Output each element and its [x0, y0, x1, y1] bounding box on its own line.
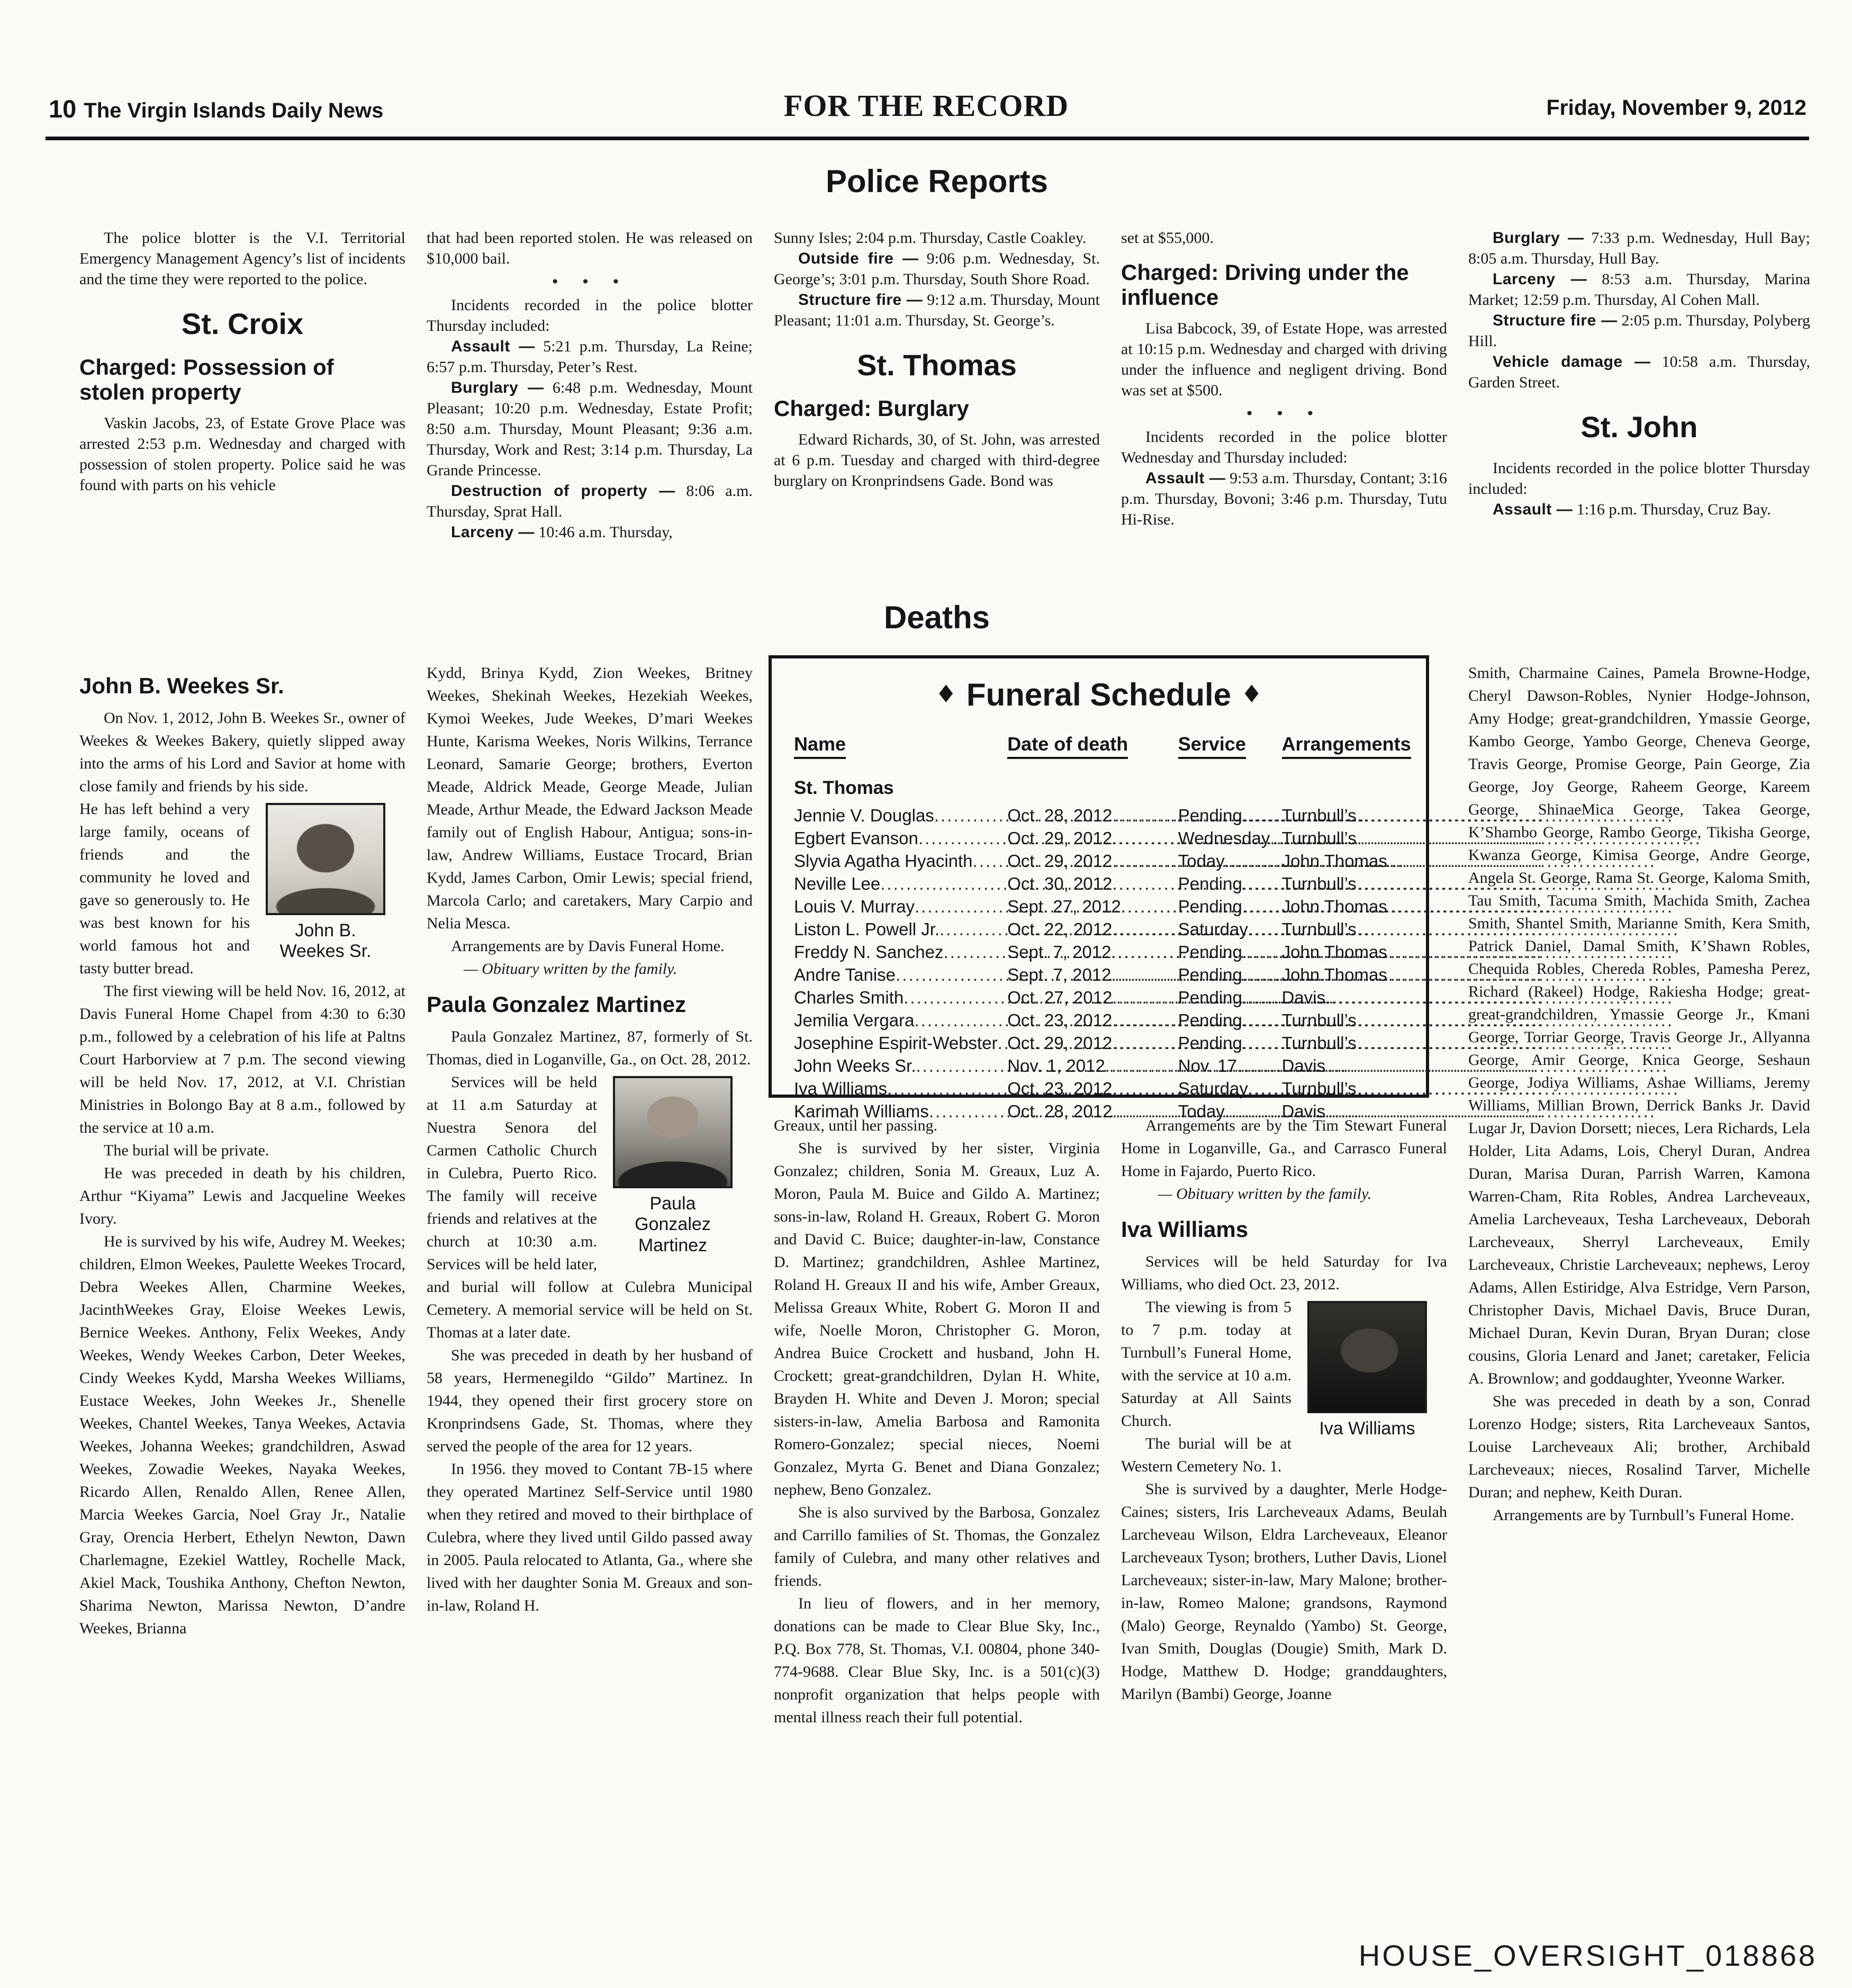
fs-value: Today	[1178, 851, 1225, 871]
fs-row	[794, 1032, 1404, 1054]
fs-section-label: St. Thomas	[794, 778, 894, 798]
page-title: FOR THE RECORD	[783, 88, 1069, 123]
fs-header-label: Arrangements	[1282, 733, 1411, 759]
fs-value: Davis	[1281, 988, 1326, 1007]
island-heading: St. Croix	[181, 307, 304, 340]
paragraph: Services will be held at 11 a.m Saturday at Nuestra Senora del Carmen Catholic Church in Culebra, Puerto Rico. The family will receive friends and relatives at the church at 10:30 a.m. Services will be held later, and burial will follow at Culebra Municipal Cemetery. A memorial service will be held on St. Thomas at a later date.	[427, 1073, 753, 1342]
fs-cell	[1007, 895, 1178, 918]
item-label: Structure fire —	[1493, 312, 1618, 329]
police-col-2	[427, 228, 753, 604]
paragraph: Kydd, Brinya Kydd, Zion Weekes, Britney Weekes, Shekinah Weekes, Hezekiah Weekes, Kymoi Weekes, Jude Weekes, D’mari Weekes Hunte, Karisma Weekes, Noris Wilkins, Terrance Leonard, Samarie George; brothers, Everton Meade, Aldrick Meade, George Meade, Julian Meade, Arthur Meade, the Edward Jackson Meade family out of English Habour, Antigua; sons-in-law, Andrew Williams, Eustace Trocard, Brian Kydd, James Carbon, Omir Lewis; special friend, Marcola Carlo; and caretakers, Mary Carpio and Nelia Mesca.	[427, 664, 753, 932]
fs-value: Oct. 29, 2012	[1007, 1033, 1113, 1053]
fs-value: Sept. 7, 2012	[1007, 965, 1112, 984]
paragraph: Greaux, until her passing.	[774, 1117, 938, 1134]
fs-row	[794, 872, 1404, 895]
fs-row	[794, 827, 1404, 850]
paragraph: set at $55,000.	[1121, 229, 1214, 247]
item-text: 5:21 p.m. Thursday, La Reine; 6:57 p.m. Thursday, Peter’s Rest.	[427, 338, 753, 376]
fs-value: Davis	[1281, 1101, 1326, 1121]
paragraph: Paula Gonzalez Martinez, 87, formerly of St. Thomas, died in Loganville, Ga., on Oct. 28, 2012.	[427, 1028, 753, 1069]
fs-value: Nov. 17	[1178, 1056, 1237, 1076]
police-col-4	[1121, 228, 1447, 604]
fs-header-cell	[1281, 733, 1411, 755]
fs-value: Josephine Espirit-Webster	[794, 1033, 998, 1053]
paragraph: — Obituary written by the family.	[464, 960, 677, 978]
portrait-image	[1307, 1301, 1427, 1413]
fs-cell	[1178, 1009, 1282, 1032]
paragraph	[774, 248, 1100, 290]
fs-cell	[794, 1009, 1007, 1032]
fs-value: Karimah Williams	[794, 1101, 929, 1121]
item-text: 10:58 a.m. Thursday, Garden Street.	[1468, 353, 1810, 391]
fs-cell	[1007, 872, 1178, 895]
paragraph	[427, 522, 753, 543]
page-date: Friday, November 9, 2012	[1546, 95, 1806, 120]
item-label: Destruction of property —	[451, 482, 675, 500]
item-text: 1:16 p.m. Thursday, Cruz Bay.	[1576, 500, 1771, 518]
paragraph: On Nov. 1, 2012, John B. Weekes Sr., owner of Weekes & Weekes Bakery, quietly slipped away into the arms of his Lord and Savior at home with close family and friends by his side.	[79, 709, 405, 796]
article-heading: Paula Gonzalez Martinez	[427, 992, 686, 1017]
fs-header-label: Name	[794, 733, 846, 759]
fs-cell	[1282, 918, 1404, 941]
fs-cell	[1178, 1032, 1282, 1054]
paragraph: He is survived by his wife, Audrey M. Weekes; children, Elmon Weekes, Paulette Weekes Trocard, Debra Weekes Allen, Charmine Weekes, JacinthWeekes Gray, Eloise Weekes Lewis, Bernice Weekes. Anthony, Felix Weekes, Andy Weekes, Wendy Weekes Carbon, Deter Weekes, Cindy Weekes Kydd, Marsha Weekes Williams, Eustace Weekes, John Weekes Jr., Shenelle Weekes, Chantel Weekes, Tanya Weekes, Actavia Weekes, Johanna Weekes; grandchildren, Aswad Weekes, Zowadie Weekes, Nayaka Weekes, Ricardo Allen, Renaldo Allen, Renee Allen, Marcia Weekes Garcia, Noel Gray Jr., Natalie Gray, Orencia Herbert, Ethelyn Newton, Dawn Charlemagne, Ezekiel Wattley, Rochelle Mack, Akiel Mack, Toushika Anthony, Chefton Newton, Sharima Newton, Marissa Newton, D’andre Weekes, Brianna	[79, 1233, 405, 1638]
fs-cell	[794, 986, 1007, 1009]
paragraph: The burial will be private.	[104, 1142, 269, 1160]
fs-value: Oct. 29, 2012	[1007, 828, 1113, 848]
separator-dots-icon: • • •	[1245, 405, 1323, 423]
paragraph: The first viewing will be held Nov. 16, 2012, at Davis Funeral Home Chapel from 4:30 to 6:30 p.m., followed by a celebration of his life at Paltns Court Harborview at 7 p.m. The second viewing will be held Nov. 17, 2012, at V.I. Christian Ministries in Bolongo Bay at 8 a.m., followed by the service at 10 a.m.	[79, 982, 405, 1137]
fs-value: Oct. 28, 2012	[1007, 1101, 1113, 1121]
fs-cell	[1282, 1054, 1404, 1077]
item-text: 8:53 a.m. Thursday, Marina Market; 12:59 p.m. Thursday, Al Cohen Mall.	[1468, 270, 1811, 309]
fs-cell	[1282, 895, 1404, 918]
fs-value: Wednesday	[1178, 828, 1270, 848]
fs-value: Saturday	[1178, 919, 1248, 939]
funeral-schedule	[769, 655, 1429, 1121]
fs-value: Liston L. Powell Jr.	[794, 919, 940, 939]
masthead-left	[49, 94, 383, 123]
fs-cell	[1282, 872, 1404, 895]
fs-value: Pending	[1178, 988, 1242, 1007]
fs-cell	[794, 941, 1007, 963]
fs-cell	[1007, 941, 1178, 963]
fs-value: Sept. 7, 2012	[1007, 942, 1112, 962]
police-col-3	[774, 228, 1100, 604]
fs-value: Nov. 1, 2012	[1007, 1056, 1105, 1076]
fs-cell	[1282, 1032, 1404, 1054]
funeral-schedule-title	[794, 676, 1404, 713]
fs-value: Turnbull’s	[1281, 828, 1357, 848]
paragraph: that had been reported stolen. He was released on $10,000 bail.	[427, 229, 753, 267]
page-number: 10	[49, 95, 77, 123]
paragraph: Incidents recorded in the police blotter Thursday included:	[1468, 459, 1810, 498]
paragraph: Lisa Babcock, 39, of Estate Hope, was arrested at 10:15 p.m. Wednesday and charged with driving under the influence and negligent driving. Bond was set at $500.	[1121, 320, 1447, 400]
fs-cell	[794, 827, 1007, 850]
fs-cell	[1178, 918, 1282, 941]
fs-cell	[794, 850, 1007, 872]
fs-cell	[1282, 850, 1404, 872]
paragraph	[1468, 269, 1810, 310]
paragraph	[1468, 228, 1810, 269]
paragraph	[427, 336, 753, 377]
paragraph: She was preceded in death by her husband of 58 years, Hermenegildo “Gildo” Martinez. In 1944, they opened their first grocery store on Kronprindsens Gade, St. Thomas, where they served the people of the area for 12 years.	[427, 1347, 753, 1456]
fs-value: Oct. 22, 2012	[1007, 919, 1113, 939]
fs-cell	[1178, 895, 1282, 918]
fs-cell	[1282, 963, 1404, 986]
item-text: 9:12 a.m. Thursday, Mount Pleasant; 11:01 a.m. Thursday, St. George’s.	[774, 291, 1100, 329]
paragraph: In lieu of flowers, and in her memory, donations can be made to Clear Blue Sky, Inc., P.Q. Box 778, St. Thomas, V.I. 00804, phone 340-774-9688. Clear Blue Sky, Inc. is a 501(c)(3) nonprofit organization that helps people with mental illness reach their full potential.	[774, 1595, 1100, 1726]
fs-cell	[1178, 1077, 1282, 1100]
obituary-photo	[266, 803, 385, 962]
paragraph: Edward Richards, 30, of St. John, was arrested at 6 p.m. Tuesday and charged with third-degree burglary on Kronprindsens Gade. Bond was	[774, 430, 1100, 490]
fs-cell	[794, 1077, 1007, 1100]
fs-headers	[794, 733, 1411, 755]
item-text: 8:06 a.m. Thursday, Sprat Hall.	[427, 482, 753, 520]
diamond-icon: ♦	[935, 680, 957, 708]
fs-value: John Thomas	[1281, 965, 1387, 984]
deaths-col-4	[1121, 1114, 1447, 1969]
paragraph	[1468, 499, 1810, 520]
deaths-col-5	[1468, 662, 1810, 1969]
item-label: Vehicle damage —	[1493, 353, 1651, 371]
fs-rows	[794, 804, 1404, 1123]
photo-caption: John B. Weekes Sr.	[279, 920, 372, 962]
fs-value: Charles Smith	[794, 988, 904, 1007]
fs-value: Louis V. Murray	[794, 897, 915, 916]
island-heading: St. Thomas	[857, 348, 1017, 382]
paragraph: He has left behind a very large family, oceans of friends and the community he loved and gave so generously to. He was best known for his world famous hot and tasty butter bread.	[79, 800, 250, 978]
paragraph: The viewing is from 5 to 7 p.m. today at Turnbull’s Funeral Home, with the service at 10 a.m. Saturday at All Saints Church.	[1121, 1298, 1291, 1430]
paragraph	[774, 290, 1100, 331]
paragraph: Sunny Isles; 2:04 p.m. Thursday, Castle Coakley.	[774, 229, 1087, 247]
deaths-col-1	[79, 662, 405, 1969]
fs-header-label: Date of death	[1007, 733, 1128, 759]
fs-cell	[794, 918, 1007, 941]
fs-cell	[794, 872, 1007, 895]
paragraph: Smith, Charmaine Caines, Pamela Browne-Hodge, Cheryl Dawson-Robles, Nynier Hodge-Johnson, Amy Hodge; great-grandchildren, Ymassie George, Kambo George, Yambo George, Cheneva George, Travis George, Promise George, Pain George, Zia George, Joy George, Raheem George, Kareem George, ShinaeMica George, Takea George, K’Shambo George, Rambo George, Tikisha George, Kwanza George, Kimisa George, Andre George, Angela St. George, Rama St. George, Kaloma Smith, Tau Smith, Tacuma Smith, Machida Smith, Zachea Smith, Shantel Smith, Marianne Smith, Kera Smith, Patrick Daniel, Damal Smith, K’Shawn Robles, Chequida Robles, Chereda Robles, Pamesha Perez, Richard (Rakeel) Hodge, Rakiesha Hodge; great-great-grandchildren, Ymassie George Jr., Kmani George, Torriar George, Travis George Jr., Allyanna George, Amir George, Knica George, Seshaun George, Jodiya Williams, Ashae Williams, Jeremy Williams, Millian Brown, Derrick Banks Jr. David Lugar Jr, Davion Dorsett; nieces, Lera Richards, Lela Holder, Lita Adams, Lois, Cheryl Duran, Andrea Duran, Marisa Duran, Parrish Warren, Kamona Warren-Cham, Rita Robles, Andrea Larcheveaux, Amelia Larcheveaux, Tesha Larcheveaux, Deborah Larcheveaux, Sherryl Larcheveaux, Emily Larcheveaux, Christie Larcheveaux; nephews, Leroy Adams, Allen Estiridge, Alva Estridge, Vern Parson, Christopher Davis, Michael Davis, Bruce Duran, Michael Duran, Kevin Duran, Bryan Duran; close cousins, Gloria Lenard and Janet; caretaker, Felicia A. Brownlow; and goddaughter, Yveonne Warker.	[1468, 664, 1810, 1387]
fs-value: Pending	[1178, 1010, 1242, 1030]
item-text: 10:46 a.m. Thursday,	[538, 523, 673, 541]
paragraph: Vaskin Jacobs, 23, of Estate Grove Place was arrested 2:53 p.m. Wednesday and charged with possession of stolen property. Police said he was found with parts on his vehicle	[79, 414, 405, 494]
item-text: 7:33 p.m. Wednesday, Hull Bay; 8:05 a.m. Thursday, Hull Bay.	[1468, 229, 1810, 267]
fs-value: Turnbull’s	[1281, 1010, 1357, 1030]
paragraph: She was preceded in death by a son, Conrad Lorenzo Hodge; sisters, Rita Larcheveaux Santos, Louise Larcheveaux Ali; brother, Archibald Larcheveaux; nieces, Rosalind Tarver, Michelle Duran; and nephew, Keith Duran.	[1468, 1393, 1810, 1501]
fs-value: Andre Tanise	[794, 965, 896, 984]
item-label: Larceny —	[451, 523, 535, 541]
fs-row	[794, 1009, 1404, 1032]
fs-cell	[1007, 1054, 1178, 1077]
fs-row	[794, 850, 1404, 872]
fs-cell	[794, 1054, 1007, 1077]
fs-row	[794, 941, 1404, 963]
paragraph: Incidents recorded in the police blotter Thursday included:	[427, 296, 753, 335]
fs-cell	[1007, 1009, 1178, 1032]
paragraph	[1468, 310, 1810, 351]
fs-cell	[1007, 986, 1178, 1009]
fs-value: Turnbull’s	[1281, 806, 1357, 825]
fs-value: Today	[1178, 1101, 1225, 1121]
deaths-col-3	[774, 1114, 1100, 1969]
fs-cell	[794, 963, 1007, 986]
fs-row	[794, 895, 1404, 918]
fs-value: Turnbull’s	[1281, 1033, 1357, 1053]
item-text: 9:53 a.m. Thursday, Contant; 3:16 p.m. Thursday, Bovoni; 3:46 p.m. Thursday, Tutu Hi-Rise.	[1121, 469, 1447, 529]
fs-cell	[1178, 827, 1282, 850]
fs-value: John Thomas	[1281, 942, 1387, 962]
item-label: Assault —	[1145, 469, 1226, 487]
fs-cell	[1007, 804, 1178, 827]
paragraph: In 1956. they moved to Contant 7B-15 where they operated Martinez Self-Service until 1980 when they retired and moved to their birthplace of Culebra, where they lived until Gildo passed away in 2005. Paula relocated to Atlanta, Ga., where she lived with her daughter Sonia M. Greaux and son-in-law, Roland H.	[427, 1460, 753, 1615]
paragraph	[1121, 468, 1447, 530]
paragraph: Arrangements are by the Tim Stewart Funeral Home in Loganville, Ga., and Carrasco Funeral Home in Fajardo, Puerto Rico.	[1121, 1117, 1447, 1180]
fs-value: Turnbull’s	[1281, 874, 1357, 893]
fs-value: Saturday	[1178, 1079, 1248, 1098]
fs-value: Pending	[1178, 942, 1242, 962]
police-col-1	[79, 228, 405, 604]
fs-value: Sept. 27, 2012	[1007, 897, 1121, 916]
paragraph: — Obituary written by the family.	[1158, 1185, 1372, 1203]
fs-title-text: Funeral Schedule	[966, 677, 1232, 712]
fs-cell	[1178, 850, 1282, 872]
portrait-image	[266, 803, 385, 915]
article-heading: Iva Williams	[1121, 1217, 1249, 1242]
article-heading: Charged: Driving under the influence	[1121, 260, 1409, 310]
fs-cell	[1007, 1077, 1178, 1100]
paragraph: He was preceded in death by his children, Arthur “Kiyama” Lewis and Jacqueline Weekes Ivory.	[79, 1164, 405, 1228]
fs-value: Oct. 29, 2012	[1007, 851, 1113, 871]
fs-cell	[1007, 827, 1178, 850]
fs-cell	[794, 1032, 1007, 1054]
fs-cell	[1282, 827, 1404, 850]
fs-value: Egbert Evanson	[794, 828, 918, 848]
item-label: Structure fire —	[798, 291, 923, 309]
fs-value: Oct. 27, 2012	[1007, 988, 1113, 1007]
fs-row	[794, 986, 1404, 1009]
fs-value: Pending	[1178, 1033, 1242, 1053]
fs-value: John Thomas	[1281, 851, 1387, 871]
photo-caption: Iva Williams	[1319, 1418, 1415, 1439]
police-col-5	[1468, 228, 1810, 604]
fs-header-label: Service	[1178, 733, 1246, 759]
fs-value: Slyvia Agatha Hyacinth	[794, 851, 973, 871]
item-text: 9:06 p.m. Wednesday, St. George’s; 3:01 p.m. Thursday, South Shore Road.	[774, 250, 1100, 288]
fs-cell	[1007, 1032, 1178, 1054]
fs-row	[794, 804, 1404, 827]
fs-cell	[1178, 986, 1282, 1009]
paragraph: She is also survived by the Barbosa, Gonzalez and Carrillo families of St. Thomas, the Gonzalez family of Culebra, and many other relatives and friends.	[774, 1504, 1100, 1589]
fs-value: Turnbull’s	[1281, 1079, 1357, 1098]
item-text: 2:05 p.m. Thursday, Polyberg Hill.	[1468, 312, 1811, 350]
fs-row	[794, 1077, 1404, 1100]
document-id: HOUSE_OVERSIGHT_018868	[1358, 1939, 1817, 1972]
paragraph: She is survived by a daughter, Merle Hodge-Caines; sisters, Iris Larcheveaux Adams, Beulah Larcheveau Wilson, Eldra Larcheveaux, Eleanor Larcheveaux Tyson; brothers, Luther Davis, Lionel Larcheveaux; sister-in-law, Mary Malone; brother-in-law, Romeo Malone; grandsons, Raymond (Malo) George, Reynaldo (Yambo) St. George, Ivan Smith, Douglas (Dougie) Smith, Mark D. Hodge, Matthew D. Hodge; granddaughters, Marilyn (Bambi) George, Joanne	[1121, 1480, 1447, 1703]
paragraph	[427, 481, 753, 522]
fs-cell	[1282, 804, 1404, 827]
diamond-icon: ♦	[1241, 680, 1263, 708]
fs-value: John Weeks Sr.	[794, 1056, 916, 1076]
fs-cell	[794, 804, 1007, 827]
paragraph	[1468, 351, 1810, 393]
fs-cell	[1007, 918, 1178, 941]
photo-caption: Paula Gonzalez Martinez	[635, 1194, 711, 1255]
fs-value: Oct. 23, 2012	[1007, 1010, 1113, 1030]
fs-cell	[794, 895, 1007, 918]
fs-row	[794, 1054, 1404, 1077]
fs-cell	[1282, 986, 1404, 1009]
item-label: Burglary —	[451, 379, 544, 396]
fs-value: Oct. 30, 2012	[1007, 874, 1113, 893]
fs-value: Pending	[1178, 965, 1242, 984]
fs-row	[794, 918, 1404, 941]
paragraph: Arrangements are by Davis Funeral Home.	[451, 937, 725, 955]
paragraph: Arrangements are by Turnbull’s Funeral Home.	[1493, 1506, 1794, 1524]
article-heading: Charged: Burglary	[774, 395, 969, 421]
island-heading: St. John	[1580, 410, 1698, 444]
article-heading: John B. Weekes Sr.	[79, 673, 284, 698]
fs-value: Jemilia Vergara	[794, 1010, 915, 1030]
paragraph: The police blotter is the V.I. Territorial Emergency Management Agency’s list of incidents and the time they were reported to the police.	[79, 229, 405, 288]
item-label: Assault —	[1493, 500, 1573, 518]
fs-cell	[1007, 963, 1178, 986]
fs-cell	[1282, 1009, 1404, 1032]
fs-value: Oct. 28, 2012	[1007, 806, 1113, 825]
article-heading: Charged: Possession of stolen property	[79, 354, 334, 404]
fs-cell	[1178, 1054, 1282, 1077]
paragraph: She is survived by her sister, Virginia Gonzalez; children, Sonia M. Greaux, Luz A. Moron, Paula M. Buice and Gildo A. Martinez; sons-in-law, Roland H. Greaux, Robert G. Moron and David C. Buice; daughter-in-law, Constance D. Martinez; grandchildren, Ashlee Martinez, Roland H. Greaux II and his wife, Amber Greaux, Melissa Greaux White, Robert G. Moron II and wife, Noelle Moron, Christopher G. Moron, Andrea Buice Crockett and husband, John H. Crockett; great-grandchildren, Dylan H. White, Brayden H. White and Deven J. Moron; special sisters-in-law, Amelia Barbosa and Ramonita Romero-Gonzalez; special nieces, Noemi Gonzalez, Myrta G. Benet and Diana Gonzalez; nephew, Beno Gonzalez.	[774, 1140, 1100, 1498]
fs-value: Freddy N. Sanchez	[794, 942, 944, 962]
fs-header-cell	[1178, 733, 1282, 755]
item-text: 6:48 p.m. Wednesday, Mount Pleasant; 10:20 p.m. Wednesday, Estate Profit; 8:50 a.m. Thursday, Mount Pleasant; 9:36 a.m. Thursday, Work and Rest; 3:14 p.m. Thursday, La Grande Princesse.	[427, 379, 753, 479]
fs-header-cell	[794, 733, 1007, 755]
fs-value: Turnbull’s	[1281, 919, 1357, 939]
fs-value: John Thomas	[1281, 897, 1387, 916]
paragraph: Services will be held Saturday for Iva Williams, who died Oct. 23, 2012.	[1121, 1253, 1447, 1294]
separator-dots-icon: • • •	[550, 273, 629, 291]
header-rule	[46, 137, 1809, 140]
fs-value: Jennie V. Douglas	[794, 806, 934, 825]
fs-value: Pending	[1178, 806, 1242, 825]
paragraph: Incidents recorded in the police blotter Wednesday and Thursday included:	[1121, 428, 1447, 467]
fs-value: Davis	[1281, 1056, 1326, 1076]
fs-value: Pending	[1178, 874, 1242, 893]
paragraph: The burial will be at Western Cemetery No. 1.	[1121, 1435, 1291, 1476]
police-reports-title: Police Reports	[825, 164, 1049, 199]
fs-cell	[1282, 1077, 1404, 1100]
obituary-photo	[613, 1076, 733, 1256]
fs-cell	[1178, 963, 1282, 986]
deaths-title: Deaths	[883, 600, 990, 635]
fs-value: Oct. 23, 2012	[1007, 1079, 1113, 1098]
deaths-col-2	[427, 662, 753, 1969]
fs-cell	[1007, 850, 1178, 872]
fs-row	[794, 963, 1404, 986]
portrait-image	[613, 1076, 733, 1188]
obituary-photo	[1307, 1301, 1427, 1439]
fs-header-cell	[1007, 733, 1178, 755]
fs-cell	[1282, 941, 1404, 963]
fs-cell	[1178, 941, 1282, 963]
item-label: Assault —	[451, 338, 535, 355]
fs-value: Neville Lee	[794, 874, 881, 893]
masthead: The Virgin Islands Daily News	[84, 99, 384, 122]
fs-value: Iva Williams	[794, 1079, 888, 1098]
fs-cell	[1178, 872, 1282, 895]
item-label: Burglary —	[1493, 229, 1584, 247]
paragraph	[427, 377, 753, 481]
item-label: Larceny —	[1493, 270, 1587, 288]
fs-value: Pending	[1178, 897, 1242, 916]
fs-cell	[1178, 804, 1282, 827]
item-label: Outside fire —	[798, 250, 919, 267]
